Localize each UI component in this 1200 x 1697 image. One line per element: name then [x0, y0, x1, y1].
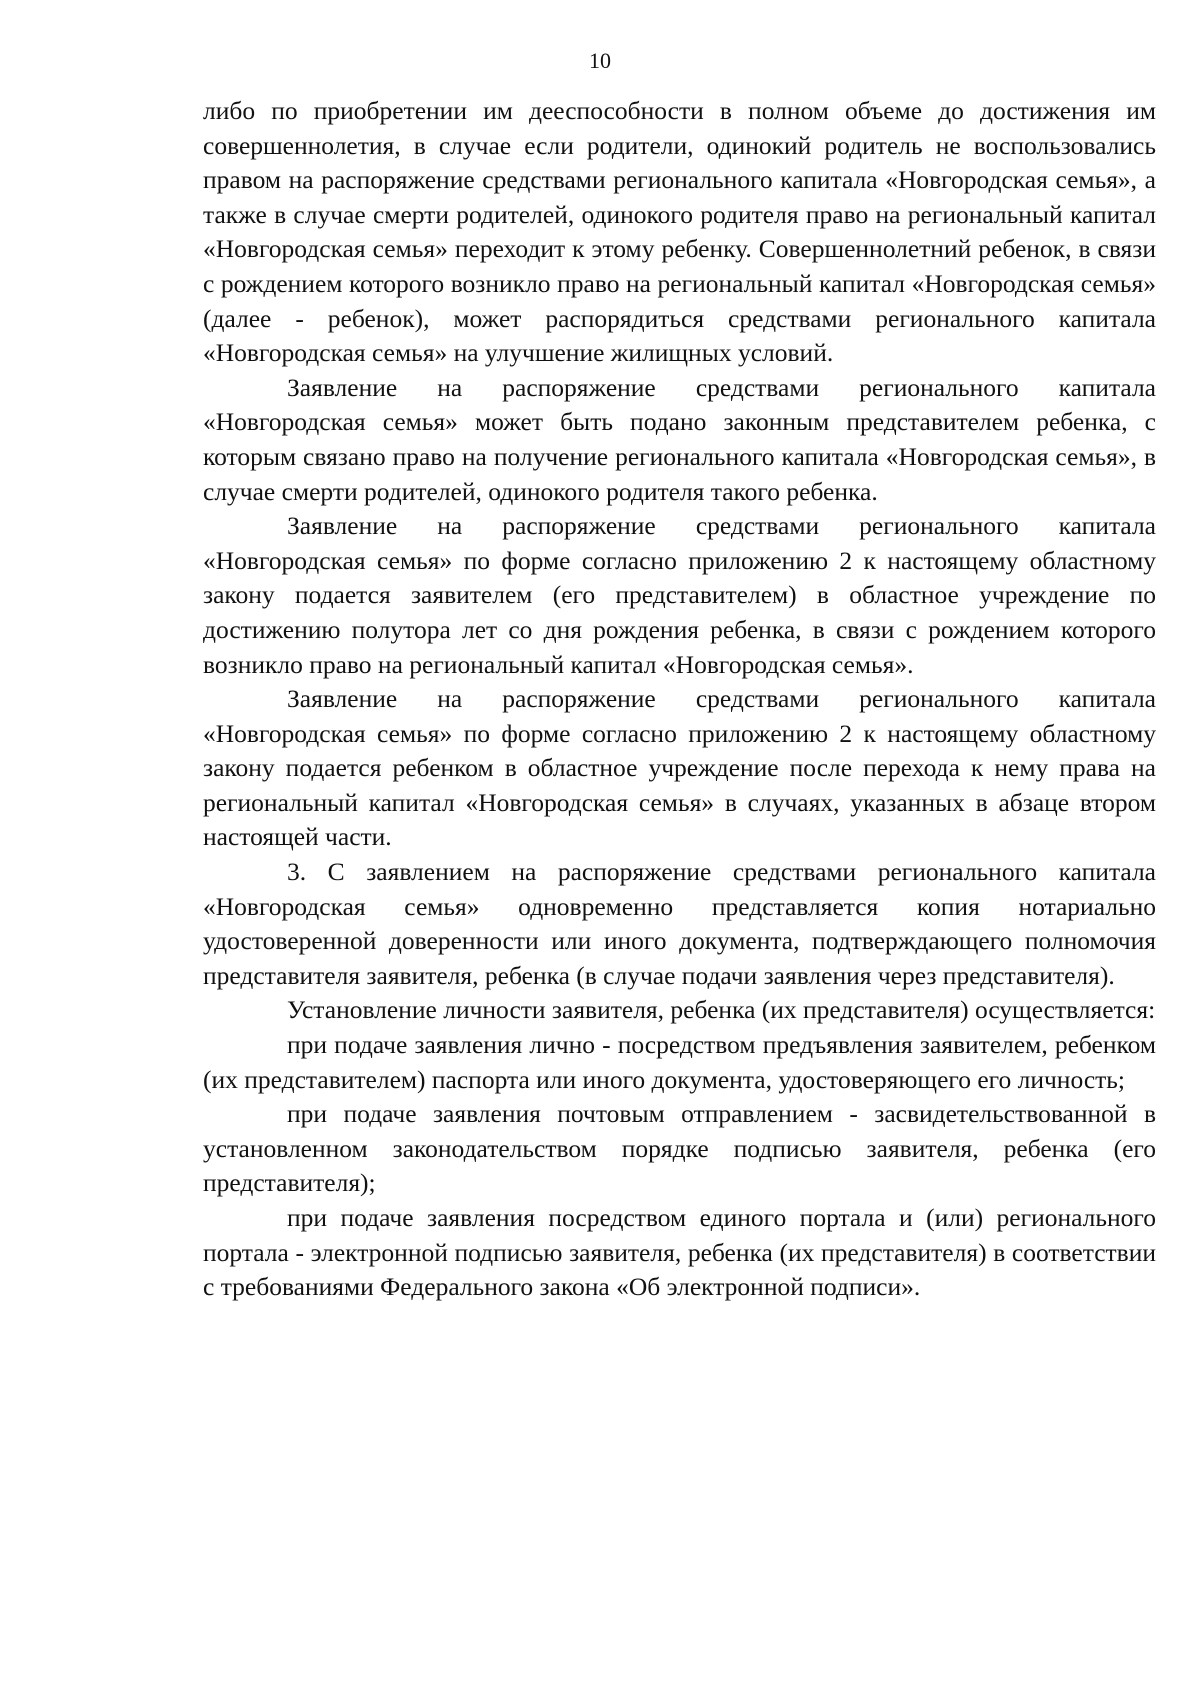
paragraph-identity-establishment: Установление личности заявителя, ребенка (их представителя) осуществляется: — [287, 995, 1156, 1025]
paragraph-by-mail: при подаче заявления почтовым отправлением - засвидетельствованной в установленном законодательством порядке подписью заявителя, ребенка (его представителя); — [203, 1099, 1156, 1198]
paragraph-by-portal: при подаче заявления посредством единого портала и (или) регионального портала - электронной подписью заявителя, ребенка (их представителя) в соответствии с требованиями Федерального закона «Об электронной подписи». — [203, 1203, 1156, 1302]
paragraph-application-by-applicant: Заявление на распоряжение средствами регионального капитала «Новгородская семья» по форме согласно приложению 2 к настоящему областному закону подается заявителем (его представителем) в областное учреждение по достижению полутора лет со дня рождения ребенка, в связи с рождением которого возникло право на региональный капитал «Новгородская семья». — [203, 511, 1156, 679]
paragraph-legal-representative: Заявление на распоряжение средствами регионального капитала «Новгородская семья» может быть подано законным представителем ребенка, с которым связано право на получение регионального капитала «Новгородская семья», в случае смерти родителей, одинокого родителя такого ребенка. — [203, 372, 1156, 506]
paragraph-application-by-child: Заявление на распоряжение средствами регионального капитала «Новгородская семья» по форме согласно приложению 2 к настоящему областному закону подается ребенком в областное учреждение после перехода к нему права на региональный капитал «Новгородская семья» в случаях, указанных в абзаце втором настоящей части. — [203, 684, 1156, 852]
document-body — [203, 94, 1156, 1305]
paragraph-in-person: при подаче заявления лично - посредством предъявления заявителем, ребенком (их представителем) паспорта или иного документа, удостоверяющего его личность; — [203, 1030, 1156, 1094]
page-number: 10 — [589, 48, 611, 73]
paragraph-item-3-documents: 3. С заявлением на распоряжение средствами регионального капитала «Новгородская семья» одновременно представляется копия нотариально удостоверенной доверенности или иного документа, подтверждающего полномочия представителя заявителя, ребенка (в случае подачи заявления через представителя). — [203, 857, 1156, 990]
paragraph-continuation: либо по приобретении им дееспособности в полном объеме до достижения им совершеннолетия, в случае если родители, одинокий родитель не воспользовались правом на распоряжение средствами регионального капитала «Новгородская семья», а также в случае смерти родителей, одинокого родителя право на региональный капитал «Новгородская семья» переходит к этому ребенку. Совершеннолетний ребенок, в связи с рождением которого возникло право на региональный капитал «Новгородская семья» (далее - ребенок), может распорядиться средствами регионального капитала «Новгородская семья» на улучшение жилищных условий. — [203, 96, 1156, 368]
